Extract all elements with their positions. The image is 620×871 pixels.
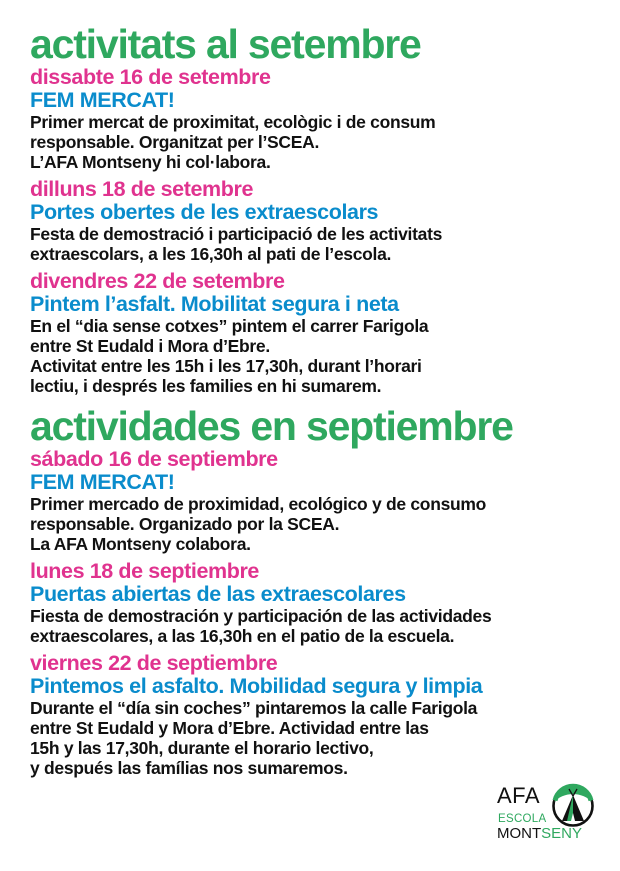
event-description-line: Activitat entre les 15h i les 17,30h, durant l’horari: [30, 356, 422, 376]
event-date: dissabte 16 de setembre: [30, 65, 271, 89]
event-title: Puertas abiertas de las extraescolares: [30, 582, 406, 606]
event-block: [30, 652, 610, 778]
event-description-line: Festa de demostració i participació de les activitats: [30, 224, 443, 244]
event-description-line: responsable. Organizado por la SCEA.: [30, 514, 340, 534]
section-title: activitats al setembre: [30, 21, 421, 67]
event-description-line: entre St Eudald i Mora d’Ebre.: [30, 336, 270, 356]
teepee-circle-icon: [550, 783, 596, 829]
event-title: Portes obertes de les extraescolars: [30, 200, 379, 224]
event-description-line: Primer mercado de proximidad, ecológico y de consumo: [30, 494, 487, 514]
event-description-line: lectiu, i després les families en hi sumarem.: [30, 376, 382, 396]
event-description-line: 15h y las 17,30h, durante el horario lectivo,: [30, 738, 374, 758]
section-title: actividades en septiembre: [30, 403, 513, 449]
event-description-line: Fiesta de demostración y participación de las actividades: [30, 606, 492, 626]
event-title: FEM MERCAT!: [30, 470, 175, 494]
flyer: [30, 22, 610, 784]
event-block: [30, 178, 610, 264]
event-description-line: extraescolars, a les 16,30h al pati de l’escola.: [30, 244, 392, 264]
logo-afa-text: AFA: [497, 783, 541, 808]
catalan-section: [30, 22, 610, 396]
event-description-line: Primer mercat de proximitat, ecològic i de consum: [30, 112, 436, 132]
event-description-line: En el “dia sense cotxes” pintem el carrer Farigola: [30, 316, 429, 336]
event-block: [30, 448, 610, 554]
event-date: divendres 22 de setembre: [30, 269, 285, 293]
event-description-line: responsable. Organitzat per l’SCEA.: [30, 132, 320, 152]
event-description-line: y después las famílias nos sumaremos.: [30, 758, 348, 778]
event-block: [30, 270, 610, 396]
event-title: FEM MERCAT!: [30, 88, 175, 112]
event-date: viernes 22 de septiembre: [30, 651, 278, 675]
event-description-line: extraescolares, a las 16,30h en el patio de la escuela.: [30, 626, 455, 646]
event-description-line: L’AFA Montseny hi col·labora.: [30, 152, 271, 172]
event-description-line: La AFA Montseny colabora.: [30, 534, 251, 554]
event-date: dilluns 18 de setembre: [30, 177, 254, 201]
logo-seny-text: SENY: [541, 825, 583, 842]
event-description-line: Durante el “día sin coches” pintaremos la calle Farigola: [30, 698, 478, 718]
event-title: Pintem l’asfalt. Mobilitat segura i neta: [30, 292, 399, 316]
logo-escola-text: ESCOLA: [498, 813, 547, 825]
logo-mont-text: MONT: [497, 825, 542, 842]
event-date: sábado 16 de septiembre: [30, 447, 278, 471]
afa-escola-montseny-logo: [497, 783, 602, 845]
event-description-line: entre St Eudald y Mora d’Ebre. Actividad entre las: [30, 718, 429, 738]
event-title: Pintemos el asfalto. Mobilidad segura y limpia: [30, 674, 483, 698]
event-date: lunes 18 de septiembre: [30, 559, 259, 583]
event-block: [30, 66, 610, 172]
spanish-section: [30, 404, 610, 778]
event-block: [30, 560, 610, 646]
